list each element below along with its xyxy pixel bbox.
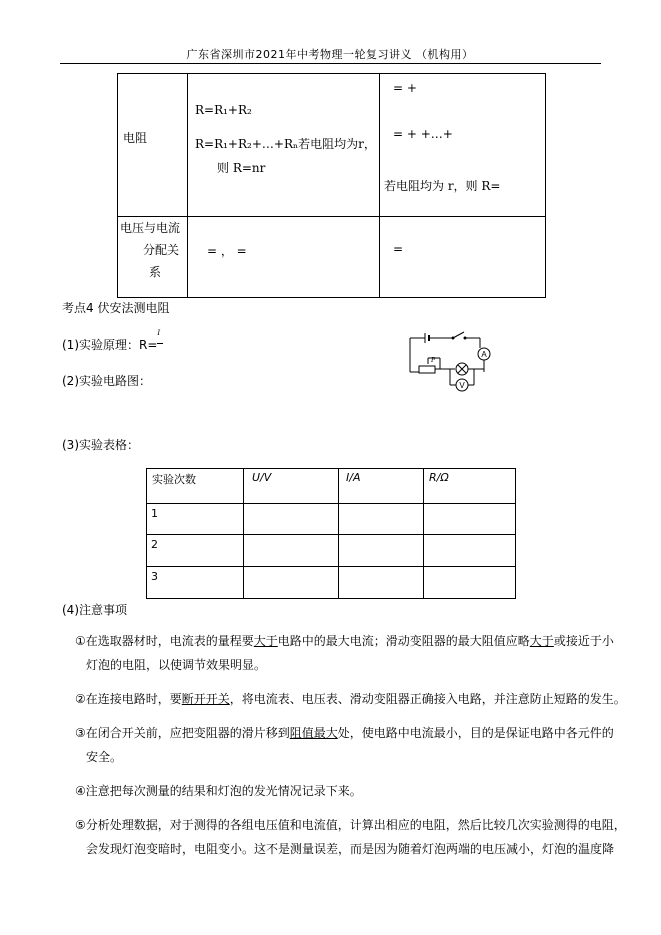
exp-table-border-bottom (146, 598, 516, 599)
rheostat-icon (419, 366, 435, 373)
note-3-text-b: 处，使电路中电流最小，目的是保证电路中各元件的 (337, 726, 614, 740)
note-1-text-c: 或接近于小 (553, 634, 614, 648)
table-header-voltage: U/V (252, 471, 272, 484)
table-col-divider-2 (379, 73, 380, 298)
note-1-underline-2: 大于 (529, 634, 554, 648)
note-1-underline-1: 大于 (253, 634, 278, 648)
exp-table-border-right (515, 468, 516, 599)
row-label-distribution-2: 分配关 (143, 243, 180, 257)
parallel-resistance-formula-3: 若电阻均为 r，则 R= (384, 179, 501, 193)
series-resistance-formula-1: R=R₁+R₂ (195, 103, 252, 117)
series-distribution-formula: = ， = (207, 244, 247, 258)
table-border-left (117, 73, 118, 298)
principle-text: (1)实验原理：R= (62, 338, 158, 352)
circuit-diagram-label: (2)实验电路图： (62, 374, 151, 388)
series-resistance-formula-3: 则 R=nr (217, 161, 266, 175)
series-parallel-table (117, 73, 545, 298)
row-label-distribution-3: 系 (149, 265, 162, 279)
note-3-text-a: ③在闭合开关前，应把变阻器的滑片移到 (75, 726, 290, 740)
series-resistance-formula-2: R=R₁+R₂+…+Rₙ若电阻均为r， (195, 137, 376, 151)
note-5-line-2: 会发现灯泡变暗时，电阻变小。这不是测量误差，而是因为随着灯泡两端的电压减小，灯泡的温度降 (86, 842, 615, 856)
table-header-trial: 实验次数 (152, 473, 196, 486)
parallel-resistance-formula-2: = + +…+ (393, 127, 453, 141)
section-heading: 考点4 伏安法测电阻 (62, 301, 170, 315)
exp-table-col-divider (243, 468, 244, 599)
exp-table-row-divider (146, 534, 516, 535)
note-2-text-b: ，将电流表、电压表、滑动变阻器正确接入电路，并注意防止短路的发生。 (229, 692, 626, 706)
page-header: 广东省深圳市2021年中考物理一轮复习讲义 （机构用） (186, 48, 474, 61)
note-5-line-1: ⑤分析处理数据，对于测得的各组电压值和电流值，计算出相应的电阻，然后比较几次实验测得的电阻， (75, 818, 626, 832)
notes-title: (4)注意事项 (62, 603, 127, 617)
note-1-text-a: ①在选取器材时，电流表的量程要 (75, 634, 254, 648)
voltmeter-letter: V (459, 381, 465, 390)
table-header-resistance: R/Ω (429, 471, 449, 484)
note-3-line-2: 安全。 (86, 750, 123, 764)
header-rule (60, 63, 601, 64)
table-cell-trial-1: 1 (151, 507, 158, 520)
note-1-text-b: 电路中的最大电流；滑动变阻器的最大阻值应略 (277, 634, 530, 648)
row-label-resistance: 电阻 (123, 131, 148, 145)
note-3-underline: 阻值最大 (289, 726, 338, 740)
exp-table-col-divider (423, 468, 424, 599)
circuit-diagram (404, 328, 496, 394)
experiment-data-table (146, 468, 515, 599)
slider-letter: P (431, 356, 436, 364)
note-2 (75, 690, 626, 707)
exp-table-border-top (146, 468, 516, 469)
table-cell-trial-3: 3 (151, 570, 158, 583)
note-2-text-a: ②在连接电路时，要 (75, 692, 182, 706)
fraction-bar (157, 343, 163, 344)
table-border-right (545, 73, 546, 298)
note-1-line-1 (75, 632, 614, 649)
ammeter-letter: A (481, 350, 487, 359)
exp-table-row-divider (146, 566, 516, 567)
table-header-current: I/A (346, 471, 361, 484)
table-border-bottom (117, 297, 546, 298)
note-1-line-2: 灯泡的电阻，以使调节效果明显。 (86, 658, 267, 672)
note-3-line-1 (75, 724, 614, 741)
parallel-distribution-formula: = (393, 242, 404, 256)
parallel-resistance-formula-1: = + (393, 81, 417, 95)
fraction-numerator: I (157, 329, 161, 337)
experiment-principle (62, 329, 165, 353)
table-cell-trial-2: 2 (151, 538, 158, 551)
table-row-divider (117, 216, 546, 217)
principle-fraction (157, 329, 165, 349)
table-section-label: (3)实验表格： (62, 438, 139, 452)
switch-blade (453, 332, 464, 338)
note-2-underline: 断开开关 (181, 692, 230, 706)
table-border-top (117, 73, 546, 74)
row-label-distribution-1: 电压与电流 (120, 221, 181, 235)
exp-table-row-divider (146, 503, 516, 504)
note-4: ④注意把每次测量的结果和灯泡的发光情况记录下来。 (75, 784, 362, 798)
exp-table-col-divider (338, 468, 339, 599)
table-col-divider-1 (187, 73, 188, 298)
exp-table-border-left (146, 468, 147, 599)
